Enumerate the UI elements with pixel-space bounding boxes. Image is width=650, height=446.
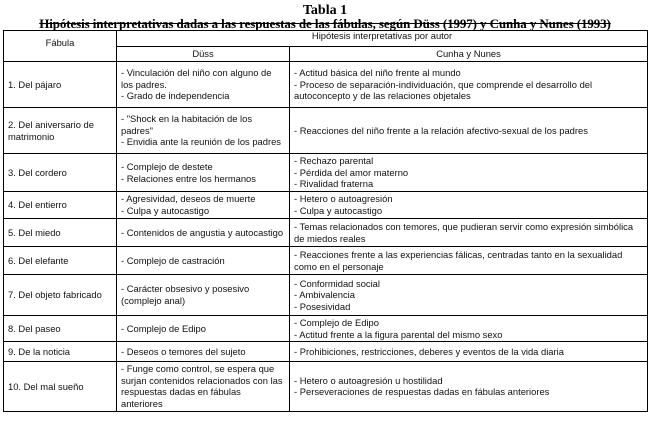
- cunha-item: - Reacciones frente a las experiencias fálicas, centradas tanto en la sexualidad como en el personaje: [294, 248, 623, 272]
- header-fabula: Fábula: [4, 31, 117, 62]
- duss-cell: [117, 192, 290, 219]
- cunha-cell: [290, 275, 648, 316]
- duss-item: - Contenidos de angustia y autocastigo: [121, 226, 284, 238]
- fabula-cell: 8. Del paseo: [4, 316, 117, 342]
- fabula-cell: 5. Del miedo: [4, 219, 117, 247]
- duss-item: - Grado de independencia: [121, 90, 230, 102]
- cunha-item: - Hetero o autoagresión u hostilidad: [294, 374, 443, 386]
- cunha-cell: [290, 247, 648, 275]
- cunha-item: - Actitud básica del niño frente al mundo: [294, 67, 461, 79]
- table-row: [4, 362, 648, 411]
- duss-cell: [117, 362, 290, 411]
- cunha-item: - Complejo de Edipo: [294, 317, 379, 328]
- duss-item: - Relaciones entre los hermanos: [121, 172, 256, 184]
- cunha-item: - Rivalidad fraterna: [294, 178, 374, 190]
- fabula-cell: 1. Del pájaro: [4, 62, 117, 108]
- duss-item: - "Shock en la habitación de los padres": [121, 113, 253, 136]
- duss-item: - Complejo de castración: [121, 254, 225, 266]
- header-duss: Düss: [117, 47, 290, 62]
- hypotheses-table: [3, 30, 648, 412]
- duss-cell: [117, 62, 290, 108]
- table-row: [4, 192, 648, 219]
- cunha-cell: [290, 362, 648, 411]
- table-row: [4, 62, 648, 108]
- duss-cell: [117, 275, 290, 316]
- table-row: [4, 275, 648, 316]
- cunha-item: - Culpa y autocastigo: [294, 205, 383, 216]
- duss-cell: [117, 154, 290, 192]
- duss-item: - Complejo de destete: [121, 160, 213, 172]
- table-row: [4, 247, 648, 275]
- fabula-cell: 7. Del objeto fabricado: [4, 275, 117, 316]
- cunha-cell: [290, 219, 648, 247]
- cunha-item: - Proceso de separación-individuación, que comprende el desarrollo del autoconcepto y de las relaciones objetales: [294, 78, 593, 102]
- table-row: [4, 219, 648, 247]
- cunha-item: - Pérdida del amor materno: [294, 166, 409, 178]
- header-row-top: [4, 31, 648, 47]
- fabula-cell: 6. Del elefante: [4, 247, 117, 275]
- cunha-item: - Posesividad: [294, 300, 351, 312]
- table-title: Tabla 1: [302, 3, 348, 18]
- duss-cell: [117, 247, 290, 275]
- cunha-item: - Prohibiciones, restricciones, deberes y eventos de la vida diaria: [294, 345, 564, 357]
- table-body: [4, 62, 648, 412]
- cunha-cell: [290, 192, 648, 219]
- table-row: [4, 108, 648, 154]
- cunha-cell: [290, 62, 648, 108]
- duss-item: - Deseos o temores del sujeto: [121, 345, 246, 357]
- duss-cell: [117, 108, 290, 154]
- duss-cell: [117, 316, 290, 342]
- duss-item: - Envidia ante la reunión de los padres: [121, 136, 281, 148]
- table-row: [4, 316, 648, 342]
- cunha-item: - Reacciones del niño frente a la relación afectivo-sexual de los padres: [294, 124, 588, 136]
- fabula-cell: 9. De la noticia: [4, 342, 117, 362]
- cunha-item: - Ambivalencia: [294, 289, 355, 301]
- duss-cell: [117, 219, 290, 247]
- duss-item: - Funge como control, se espera que surjan contenidos relacionados con las respuestas dadas en fábulas anteriores: [121, 363, 283, 409]
- table-row: [4, 342, 648, 362]
- fabula-cell: 10. Del mal sueño: [4, 362, 117, 411]
- cunha-item: - Hetero o autoagresión: [294, 193, 393, 205]
- cunha-cell: [290, 154, 648, 192]
- cunha-item: - Perseveraciones de respuestas dadas en fábulas anteriores: [294, 386, 550, 398]
- header-cunha: Cunha y Nunes: [290, 47, 648, 62]
- fabula-cell: 2. Del aniversario de matrimonio: [4, 108, 117, 154]
- duss-item: - Culpa y autocastigo: [121, 205, 210, 216]
- cunha-cell: [290, 342, 648, 362]
- fabula-cell: 4. Del entierro: [4, 192, 117, 219]
- cunha-item: - Conformidad social: [294, 277, 380, 289]
- duss-item: - Complejo de Edipo: [121, 322, 206, 334]
- header-hipotesis: Hipótesis interpretativas por autor: [117, 31, 648, 47]
- cunha-cell: [290, 108, 648, 154]
- table-subtitle: Hipótesis interpretativas dadas a las respuestas de las fábulas, según Düss (1997) y Cunha y Nunes (1993): [39, 16, 611, 31]
- cunha-cell: [290, 316, 648, 342]
- cunha-item: - Rechazo parental: [294, 155, 374, 167]
- fabula-cell: 3. Del cordero: [4, 154, 117, 192]
- cunha-item: - Temas relacionados con temores, que pudieran servir como expresión simbólica de miedos reales: [294, 220, 634, 244]
- table-row: [4, 154, 648, 192]
- cunha-item: - Actitud frente a la figura parental del mismo sexo: [294, 328, 503, 340]
- duss-item: - Vinculación del niño con alguno de los padres.: [121, 67, 272, 90]
- duss-item: - Carácter obsesivo y posesivo (complejo anal): [121, 283, 250, 306]
- duss-cell: [117, 342, 290, 362]
- duss-item: - Agresividad, deseos de muerte: [121, 193, 256, 205]
